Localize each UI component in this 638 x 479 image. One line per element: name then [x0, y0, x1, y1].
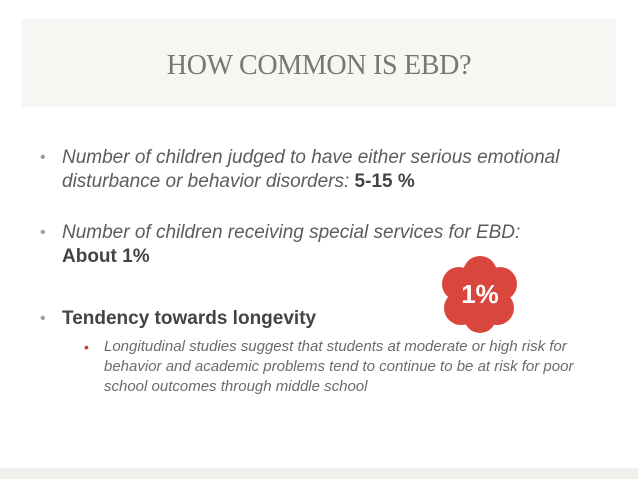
bullet-children-judged [40, 146, 610, 194]
bullet-text: Number of children judged to have either serious emotional disturbance or behavior disorders: [62, 147, 560, 192]
bullet-longevity [40, 307, 610, 397]
bullet-dot-icon: • [40, 149, 46, 166]
sub-bullet-longitudinal [84, 337, 594, 397]
badge-label: 1% [461, 279, 499, 309]
bullet-value: About 1% [62, 246, 150, 267]
sub-bullet-dot-icon: • [84, 339, 89, 355]
bullet-children-receiving [40, 221, 610, 269]
slide-title: HOW COMMON IS EBD? [166, 50, 472, 81]
bullet-value: 5-15 % [354, 171, 415, 192]
bullet-dot-icon: • [40, 224, 46, 241]
title-band [22, 19, 616, 107]
footer-strip [0, 468, 638, 479]
one-percent-flower-badge [441, 255, 519, 333]
slide-content [40, 146, 610, 397]
sub-bullet-text: Longitudinal studies suggest that students at moderate or high risk for behavior and academic problems tend to continue to be at risk for poor school outcomes through middle school [104, 338, 574, 395]
bullet-dot-icon: • [40, 310, 46, 327]
bullet-text: Number of children receiving special services for EBD: [62, 222, 521, 243]
bullet-heading: Tendency towards longevity [62, 308, 317, 329]
